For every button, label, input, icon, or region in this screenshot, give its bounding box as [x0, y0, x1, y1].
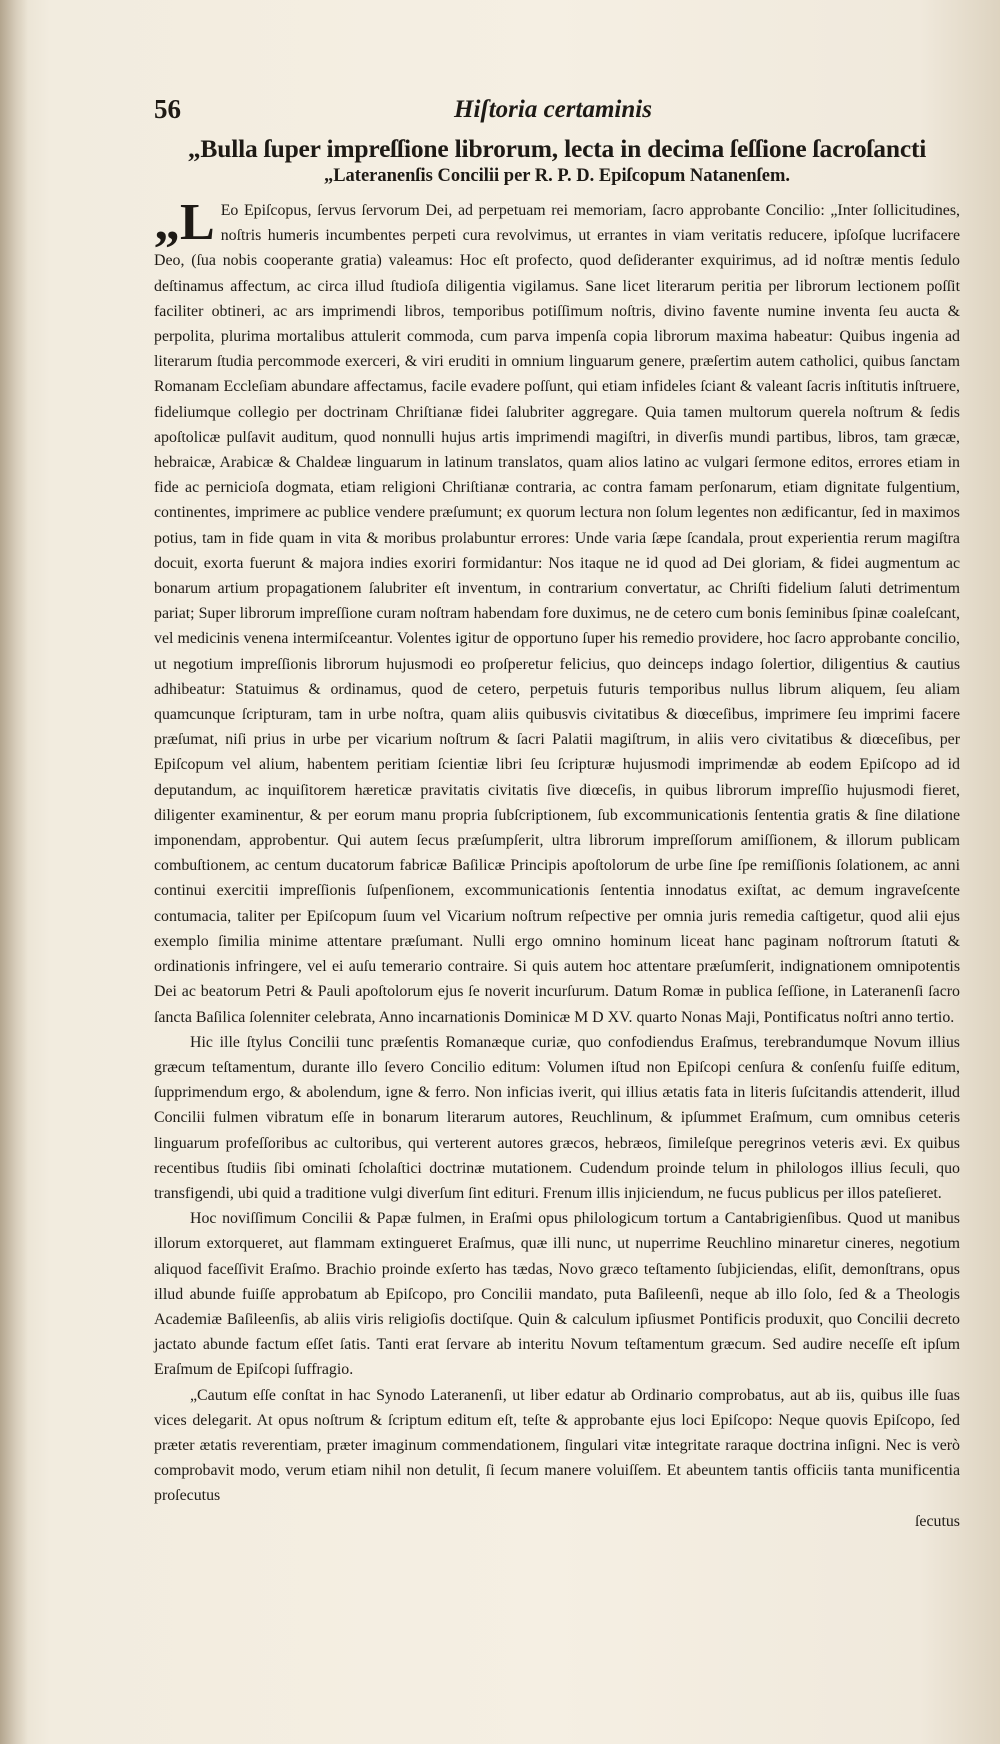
document-subtitle: „Lateranenſis Concilii per R. P. D. Epiſcopum Natanenſem.	[323, 166, 791, 186]
page-binding-shadow	[0, 0, 28, 1744]
drop-cap-letter: L	[180, 194, 215, 251]
page-number: 56	[154, 94, 181, 124]
commentary-paragraph-1: Hic ille ſtylus Concilii tunc præſentis Romanæque curiæ, quo confodiendus Eraſmus, terebrandumque Novum illius græcum teſtamentum, durante illo ſevero Concilio editum: Volumen iſtud non Epiſcopi cenſura & conſenſu fuiſſe editum, ſupprimendum ergo, & abolendum, igne & ferro. Non inficias iverit, qui illius ætatis fata in literis ſuſcitandis attenderit, illud Concilii fulmen vibratum eſſe in bonarum literarum autores, Reuchlinum, & ipſummet Eraſmum, cum omnibus ceteris linguarum profeſſoribus ac cultoribus, qui verterent autores græcos, hebræos, ſimileſque peregrinos veteris ævi. Ex quibus recentibus ſtudiis ſibi ominati ſcholaſtici doctrinæ mutationem. Cudendum proinde telum in philologos illius ſeculi, quo transfigendi, ubi quid a traditione vulgi diverſum ſint edituri. Frenum illis injiciendum, ne fucus publicus per illos pateſieret.	[154, 1033, 960, 1202]
drop-cap-quote: „	[154, 194, 180, 251]
text-block	[154, 94, 960, 1534]
catchword: ſecutus	[914, 1512, 960, 1530]
running-title: Hiſtoria certaminis	[454, 96, 652, 123]
commentary-paragraph-2: Hoc noviſſimum Concilii & Papæ fulmen, in Eraſmi opus philologicum tortum a Cantabrigienſibus. Quod ut manibus illorum extorqueret, aut flammam extingueret Eraſmus, quæ illi nunc, ut nuperrime Reuchlino minaretur cineres, negotium aliquod faceſſivit Eraſmo. Brachio proinde exſerto has tædas, Novo græco teſtamento ſubjiciendas, eliſit, demonſtrans, opus illud abunde fuiſſe approbatum ab Epiſcopo, pro Concilii mandato, puta Baſileenſi, neque ab illo ſolo, ſed & a Theologis Academiæ Baſileenſis, ab aliis viris religioſis doctiſque. Quin & calculum ipſiusmet Pontificis produxit, quo Concilii decreto jactato abunde factum eſſet ſatis. Tanti erat ſervare ab interitu Novum teſtamentum græcum. Sed audire neceſſe eſt ipſum Eraſmum de Epiſcopi ſuffragio.	[154, 1210, 960, 1379]
quotation-paragraph: „Cautum eſſe conſtat in hac Synodo Lateranenſi, ut liber edatur ab Ordinario comprobatus, aut ab iis, quibus ille ſuas vices delegarit. At opus noſtrum & ſcriptum editum eſt, teſte & approbante ejus loci Epiſcopo: Neque quovis Epiſcopo, ſed præter ætatis reverentiam, præter imaginum commendationem, ſingulari vitæ integritate raraque doctrina inſigni. Nec is verò comprobavit modo, verum etiam nihil non detulit, ſi ſecum manere voluiſſem. Et abeuntem tantis officiis tanta munificentia proſecutus	[154, 1386, 960, 1505]
bull-paragraph	[154, 194, 960, 1030]
document-title: „Bulla ſuper impreſſione librorum, lecta in decima ſeſſione ſacroſancti	[187, 134, 927, 163]
bull-text: Eo Epiſcopus, ſervus ſervorum Dei, ad perpetuam rei memoriam, ſacro approbante Concilio: „Inter ſollicitudines, noſtris humeris incumbentes perpeti cura revolvimus, ut errantes in viam veritatis reducere, ipſoſque lucrifacere Deo, (ſua nobis cooperante gratia) valeamus: Hoc eſt profecto, quod deſideranter exquirimus, ad id noſtræ mentis ſedulo deſtinamus affectum, ac circa illud ſtudioſa diligentia vigilamus. Sane licet literarum peritia per librorum lectionem poſſit faciliter obtineri, ac ars imprimendi libros, temporibus potiſſimum noſtris, divino favente numine inventa ſeu aucta & perpolita, plurima mortalibus attulerit commoda, cum parva impenſa copia librorum maxima habeatur: Quibus ingenia ad literarum ſtudia percommode exerceri, & viri eruditi in omnium linguarum genere, præſertim autem catholici, quibus ſanctam Romanam Eccleſiam abundare affectamus, facile evadere poſſunt, qui etiam infideles ſciant & valeant ſacris inſtitutis inſtruere, fideliumque collegio per doctrinam Chriſtianæ fidei ſalubriter aggregare. Quia tamen multorum querela noſtrum & ſedis apoſtolicæ pulſavit auditum, quod nonnulli hujus artis imprimendi magiſtri, in diverſis mundi partibus, libros, tam græcæ, hebraicæ, Arabicæ & Chaldeæ linguarum in latinum translatos, quam alios latino ac vulgari ſermone editos, errores etiam in fide ac pernicioſa dogmata, etiam religioni Chriſtianæ contraria, ac contra famam perſonarum, etiam dignitate fulgentium, continentes, imprimere ac publice vendere præſumunt; ex quorum lectura non ſolum legentes non ædificantur, ſed in maximos potius, tam in fide quam in vita & moribus prolabuntur errores: Unde varia ſæpe ſcandala, prout experientia rerum magiſtra docuit, exorta fuerunt & majora indies exoriri formidantur: Nos itaque ne id quod ad Dei gloriam, & fidei augmentum ac bonarum artium propagationem ſalubriter eſt inventum, in contrarium convertatur, ac Chriſti fidelium ſaluti detrimentum pariat; Super librorum impreſſione curam noſtram habendam fore duximus, ne de cetero cum bonis ſeminibus ſpinæ coaleſcant, vel medicinis venena intermiſceantur. Volentes igitur de opportuno ſuper his remedio providere, hoc ſacro approbante concilio, ut negotium impreſſionis librorum hujusmodi eo proſperetur felicius, quo deinceps indago ſolertior, diligentius & cautius adhibeatur: Statuimus & ordinamus, quod de cetero, perpetuis futuris temporibus nullus librum aliquem, ſeu aliam quamcunque ſcripturam, tam in urbe noſtra, quam aliis quibusvis civitatibus & diœceſibus, imprimere ſeu imprimi facere præſumat, niſi prius in urbe per vicarium noſtrum & ſacri Palatii magiſtrum, in aliis vero civitatibus & diœceſibus, per Epiſcopum vel alium, habentem peritiam ſcientiæ libri ſeu ſcripturæ hujusmodi imprimendæ ab eodem Epiſcopo ad id deputandum, ac inquiſitorem hæreticæ pravitatis civitatis ſive diœceſis, in quibus librorum impreſſio hujusmodi fieret, diligenter examinentur, & per eorum manu propria ſubſcriptionem, ſub excommunicationis ſententia gratis & ſine dilatione imponendam, approbentur. Qui autem ſecus præſumpſerit, ultra librorum impreſſorum amiſſionem, & illorum publicam combuſtionem, ac centum ducatorum fabricæ Baſilicæ Principis apoſtolorum de urbe ſine ſpe remiſſionis ſolationem, ac anni continui exercitii impreſſionis ſuſpenſionem, excommunicationis ſententia innodatus exiſtat, ac demum ingraveſcente contumacia, taliter per Epiſcopum ſuum vel Vicarium noſtrum reſpective per omnia juris remedia caſtigetur, quod alii ejus exemplo ſimilia minime attentare præſumant. Nulli ergo omnino hominum liceat hanc paginam noſtrorum ſtatuti & ordinationis infringere, vel ei auſu temerario contraire. Si quis autem hoc attentare præſumſerit, indignationem omnipotentis Dei ac beatorum Petri & Pauli apoſtolorum ejus ſe noverit incurſurum. Datum Romæ in publica ſeſſione, in Lateranenſi ſacro ſancta Baſilica ſolenniter celebrata, Anno incarnationis Dominicæ M D XV. quarto Nonas Maji, Pontificatus noſtri anno tertio.	[154, 202, 960, 1026]
running-head	[154, 94, 960, 134]
drop-cap	[154, 194, 215, 251]
